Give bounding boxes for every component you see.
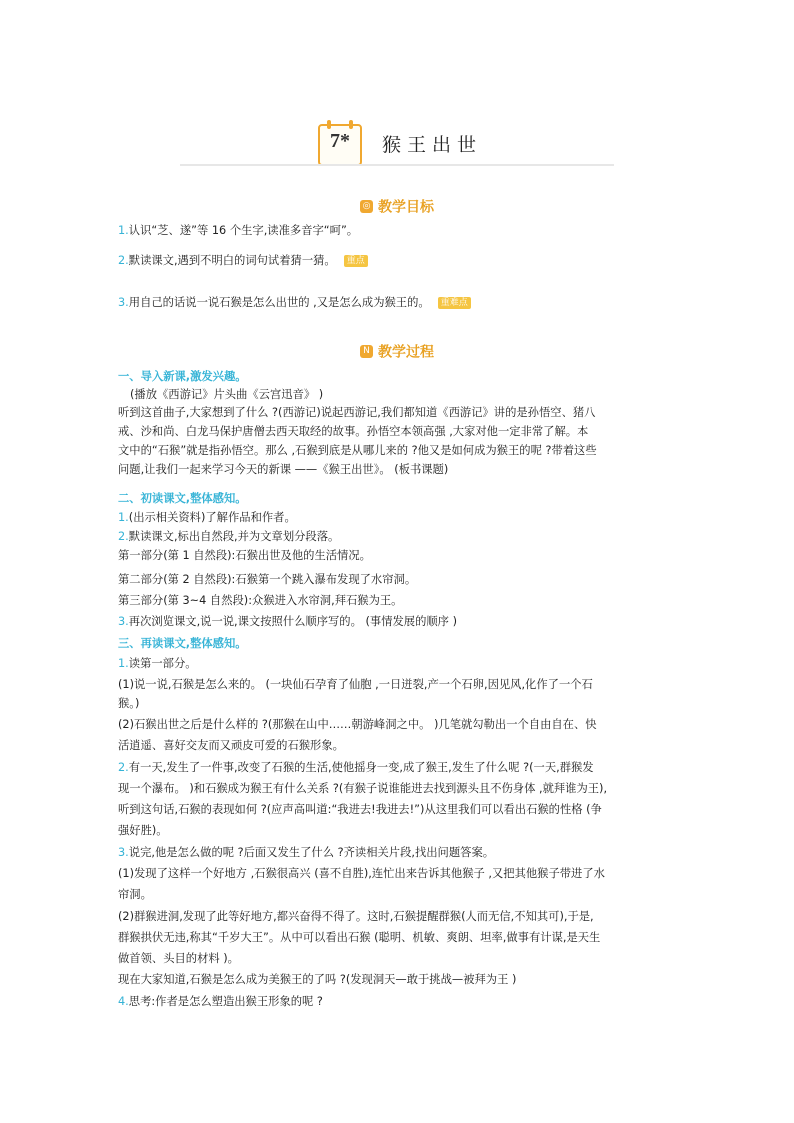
paragraph-line: 听到这句话,石猴的表现如何 ?(应声高叫道:“我进去!我进去!”)从这里我们可以看出石猴的性格 (争 bbox=[118, 803, 602, 816]
process-icon: N bbox=[360, 345, 373, 358]
goals-heading bbox=[0, 196, 794, 217]
paragraph-line: (播放《西游记》片头曲《云宫迅音》 ) bbox=[130, 388, 324, 401]
lesson-title: 猴王出世 bbox=[382, 134, 483, 156]
paragraph-line bbox=[118, 761, 594, 775]
paragraph-line: 强好胜)。 bbox=[118, 824, 168, 837]
item-number: 3. bbox=[118, 846, 129, 859]
item-text: 默读课文,标出自然段,并为文章划分段落。 bbox=[128, 530, 340, 543]
calendar-ring bbox=[349, 120, 353, 129]
goal-text: 认识“芝、遂”等 16 个生字,读准多音字“呵”。 bbox=[128, 224, 359, 237]
paragraph-line bbox=[118, 846, 494, 860]
header-divider bbox=[180, 164, 614, 166]
goal-number: 1. bbox=[118, 224, 129, 237]
paragraph-line bbox=[118, 530, 339, 544]
item-text: 思考:作者是怎么塑造出猴王形象的呢 ? bbox=[128, 995, 323, 1008]
item-number: 4. bbox=[118, 995, 129, 1008]
goal-text: 默读课文,遇到不明白的词句试着猜一猜。 bbox=[128, 254, 336, 267]
paragraph-line bbox=[118, 511, 296, 525]
target-icon: ◎ bbox=[360, 200, 373, 213]
paragraph-line: (2)石猴出世之后是什么样的 ?(那猴在山中……朝游峰洞之中。 )几笔就勾勒出一个自由自在、快 bbox=[118, 718, 597, 731]
paragraph-line: 现在大家知道,石猴是怎么成为美猴王的了吗 ?(发现洞天—敢于挑战—被拜为王 ) bbox=[118, 973, 517, 986]
item-text: (出示相关资料)了解作品和作者。 bbox=[128, 511, 296, 524]
section-2-title: 二、初读课文,整体感知。 bbox=[118, 492, 247, 505]
key-point-badge: 重点 bbox=[344, 255, 368, 267]
paragraph-line: 帘洞。 bbox=[118, 888, 152, 901]
item-text: 再次浏览课文,说一说,课文按照什么顺序写的。 (事情发展的顺序 ) bbox=[128, 615, 457, 628]
item-number: 2. bbox=[118, 761, 129, 774]
item-text: 读第一部分。 bbox=[128, 657, 197, 670]
paragraph-line: 第三部分(第 3~4 自然段):众猴进入水帘洞,拜石猴为王。 bbox=[118, 594, 403, 607]
paragraph-line: (1)发现了这样一个好地方 ,石猴很高兴 (喜不自胜),连忙出来告诉其他猴子 ,又把其他猴子带进了水 bbox=[118, 867, 605, 880]
goal-text: 用自己的话说一说石猴是怎么出世的 ,又是怎么成为猴王的。 bbox=[128, 296, 430, 309]
paragraph-line: 听到这首曲子,大家想到了什么 ?(西游记)说起西游记,我们都知道《西游记》讲的是孙悟空、猪八 bbox=[118, 406, 596, 419]
goal-number: 2. bbox=[118, 254, 129, 267]
section-1-title: 一、导入新课,激发兴趣。 bbox=[118, 370, 247, 383]
paragraph-line: 群猴拱伏无违,称其“千岁大王”。从中可以看出石猴 (聪明、机敏、爽朗、坦率,做事有计谋,是天生 bbox=[118, 931, 601, 944]
goal-number: 3. bbox=[118, 296, 129, 309]
paragraph-line: 第一部分(第 1 自然段):石猴出世及他的生活情况。 bbox=[118, 549, 371, 562]
paragraph-line: (2)群猴进洞,发现了此等好地方,都兴奋得不得了。这时,石猴提醒群猴(人而无信,不知其可),于是, bbox=[118, 910, 594, 923]
paragraph-line: 活逍遥、喜好交友而又顽皮可爱的石猴形象。 bbox=[118, 739, 344, 752]
paragraph-line: 做首领、头目的材料 )。 bbox=[118, 952, 239, 965]
section-3-title: 三、再读课文,整体感知。 bbox=[118, 637, 247, 650]
process-heading-text: 教学过程 bbox=[378, 344, 434, 361]
item-number: 3. bbox=[118, 615, 129, 628]
paragraph-line bbox=[118, 995, 323, 1009]
paragraph-line bbox=[118, 657, 197, 671]
paragraph-line: 问题,让我们一起来学习今天的新课 ——《猴王出世》。 (板书课题) bbox=[118, 463, 449, 476]
paragraph-line: 猴。) bbox=[118, 697, 140, 710]
paragraph-line: 第二部分(第 2 自然段):石猴第一个跳入瀑布发现了水帘洞。 bbox=[118, 573, 417, 586]
paragraph-line: 文中的“石猴”就是指孙悟空。那么 ,石猴到底是从哪儿来的 ?他又是如何成为猴王的呢 ?带着这些 bbox=[118, 444, 597, 457]
paragraph-line bbox=[118, 615, 457, 629]
calendar-ring bbox=[327, 120, 331, 129]
paragraph-line: 戒、沙和尚、白龙马保护唐僧去西天取经的故事。孙悟空本领高强 ,大家对他一定非常了解。本 bbox=[118, 425, 589, 438]
goals-heading-text: 教学目标 bbox=[378, 199, 434, 216]
item-text: 有一天,发生了一件事,改变了石猴的生活,使他摇身一变,成了猴王,发生了什么呢 ?(一天,群猴发 bbox=[128, 761, 594, 774]
lesson-number: 7* bbox=[330, 130, 350, 152]
calendar-icon bbox=[318, 124, 362, 166]
item-number: 1. bbox=[118, 657, 129, 670]
paragraph-line: 现一个瀑布。 )和石猴成为猴王有什么关系 ?(有猴子说谁能进去找到源头且不伤身体 ,就拜谁为王), bbox=[118, 782, 608, 795]
lesson-header bbox=[180, 122, 614, 170]
item-text: 说完,他是怎么做的呢 ?后面又发生了什么 ?齐读相关片段,找出问题答案。 bbox=[128, 846, 495, 859]
difficult-point-badge: 重难点 bbox=[438, 297, 471, 309]
goal-item bbox=[118, 224, 358, 238]
item-number: 1. bbox=[118, 511, 129, 524]
goal-item bbox=[118, 254, 368, 268]
goal-item bbox=[118, 296, 471, 310]
process-heading bbox=[0, 341, 794, 362]
item-number: 2. bbox=[118, 530, 129, 543]
paragraph-line: (1)说一说,石猴是怎么来的。 (一块仙石孕育了仙胞 ,一日迸裂,产一个石卵,因见风,化作了一个石 bbox=[118, 678, 593, 691]
